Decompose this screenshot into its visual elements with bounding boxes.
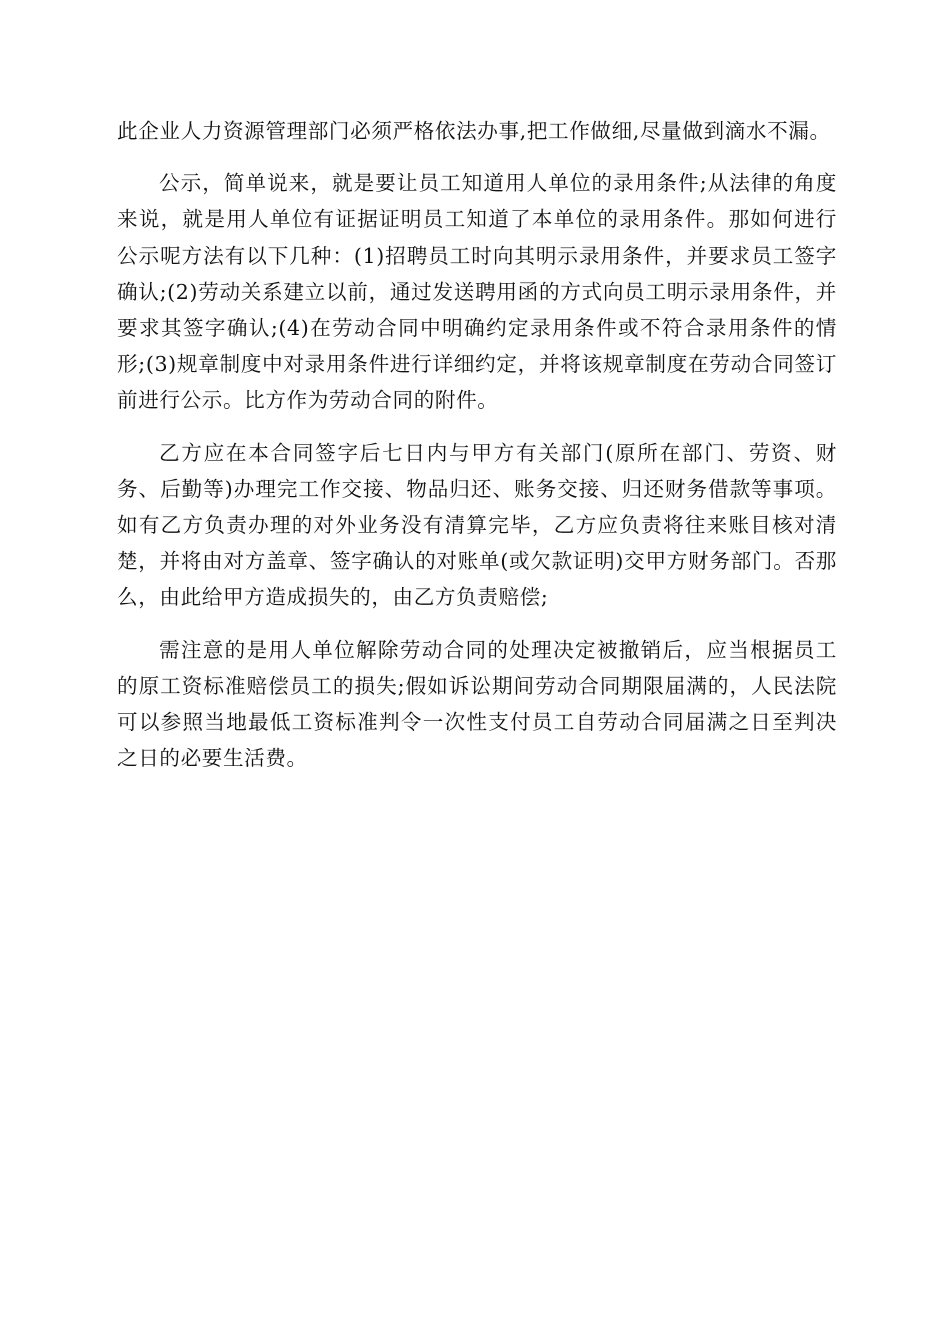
document-body <box>117 113 837 792</box>
paragraph-1: 此企业人力资源管理部门必须严格依法办事,把工作做细,尽量做到滴水不漏。 <box>117 119 831 143</box>
paragraph-4: 需注意的是用人单位解除劳动合同的处理决定被撤销后，应当根据员工的原工资标准赔偿员工的损失;假如诉讼期间劳动合同期限届满的，人民法院可以参照当地最低工资标准判令一次性支付员工自劳动合同届满之日至判决之日的必要生活费。 <box>117 637 837 771</box>
paragraph-3: 乙方应在本合同签字后七日内与甲方有关部门(原所在部门、劳资、财务、后勤等)办理完工作交接、物品归还、账务交接、归还财务借款等事项。如有乙方负责办理的对外业务没有清算完毕，乙方应负责将往来账目核对清楚，并将由对方盖章、签字确认的对账单(或欠款证明)交甲方财务部门。否那么，由此给甲方造成损失的，由乙方负责赔偿; <box>117 440 837 610</box>
paragraph-2: 公示，简单说来，就是要让员工知道用人单位的录用条件;从法律的角度来说，就是用人单位有证据证明员工知道了本单位的录用条件。那如何进行公示呢方法有以下几种：(1)招聘员工时向其明示录用条件，并要求员工签字确认;(2)劳动关系建立以前，通过发送聘用函的方式向员工明示录用条件，并要求其签字确认;(4)在劳动合同中明确约定录用条件或不符合录用条件的情形;(3)规章制度中对录用条件进行详细约定，并将该规章制度在劳动合同签订前进行公示。比方作为劳动合同的附件。 <box>117 171 837 413</box>
